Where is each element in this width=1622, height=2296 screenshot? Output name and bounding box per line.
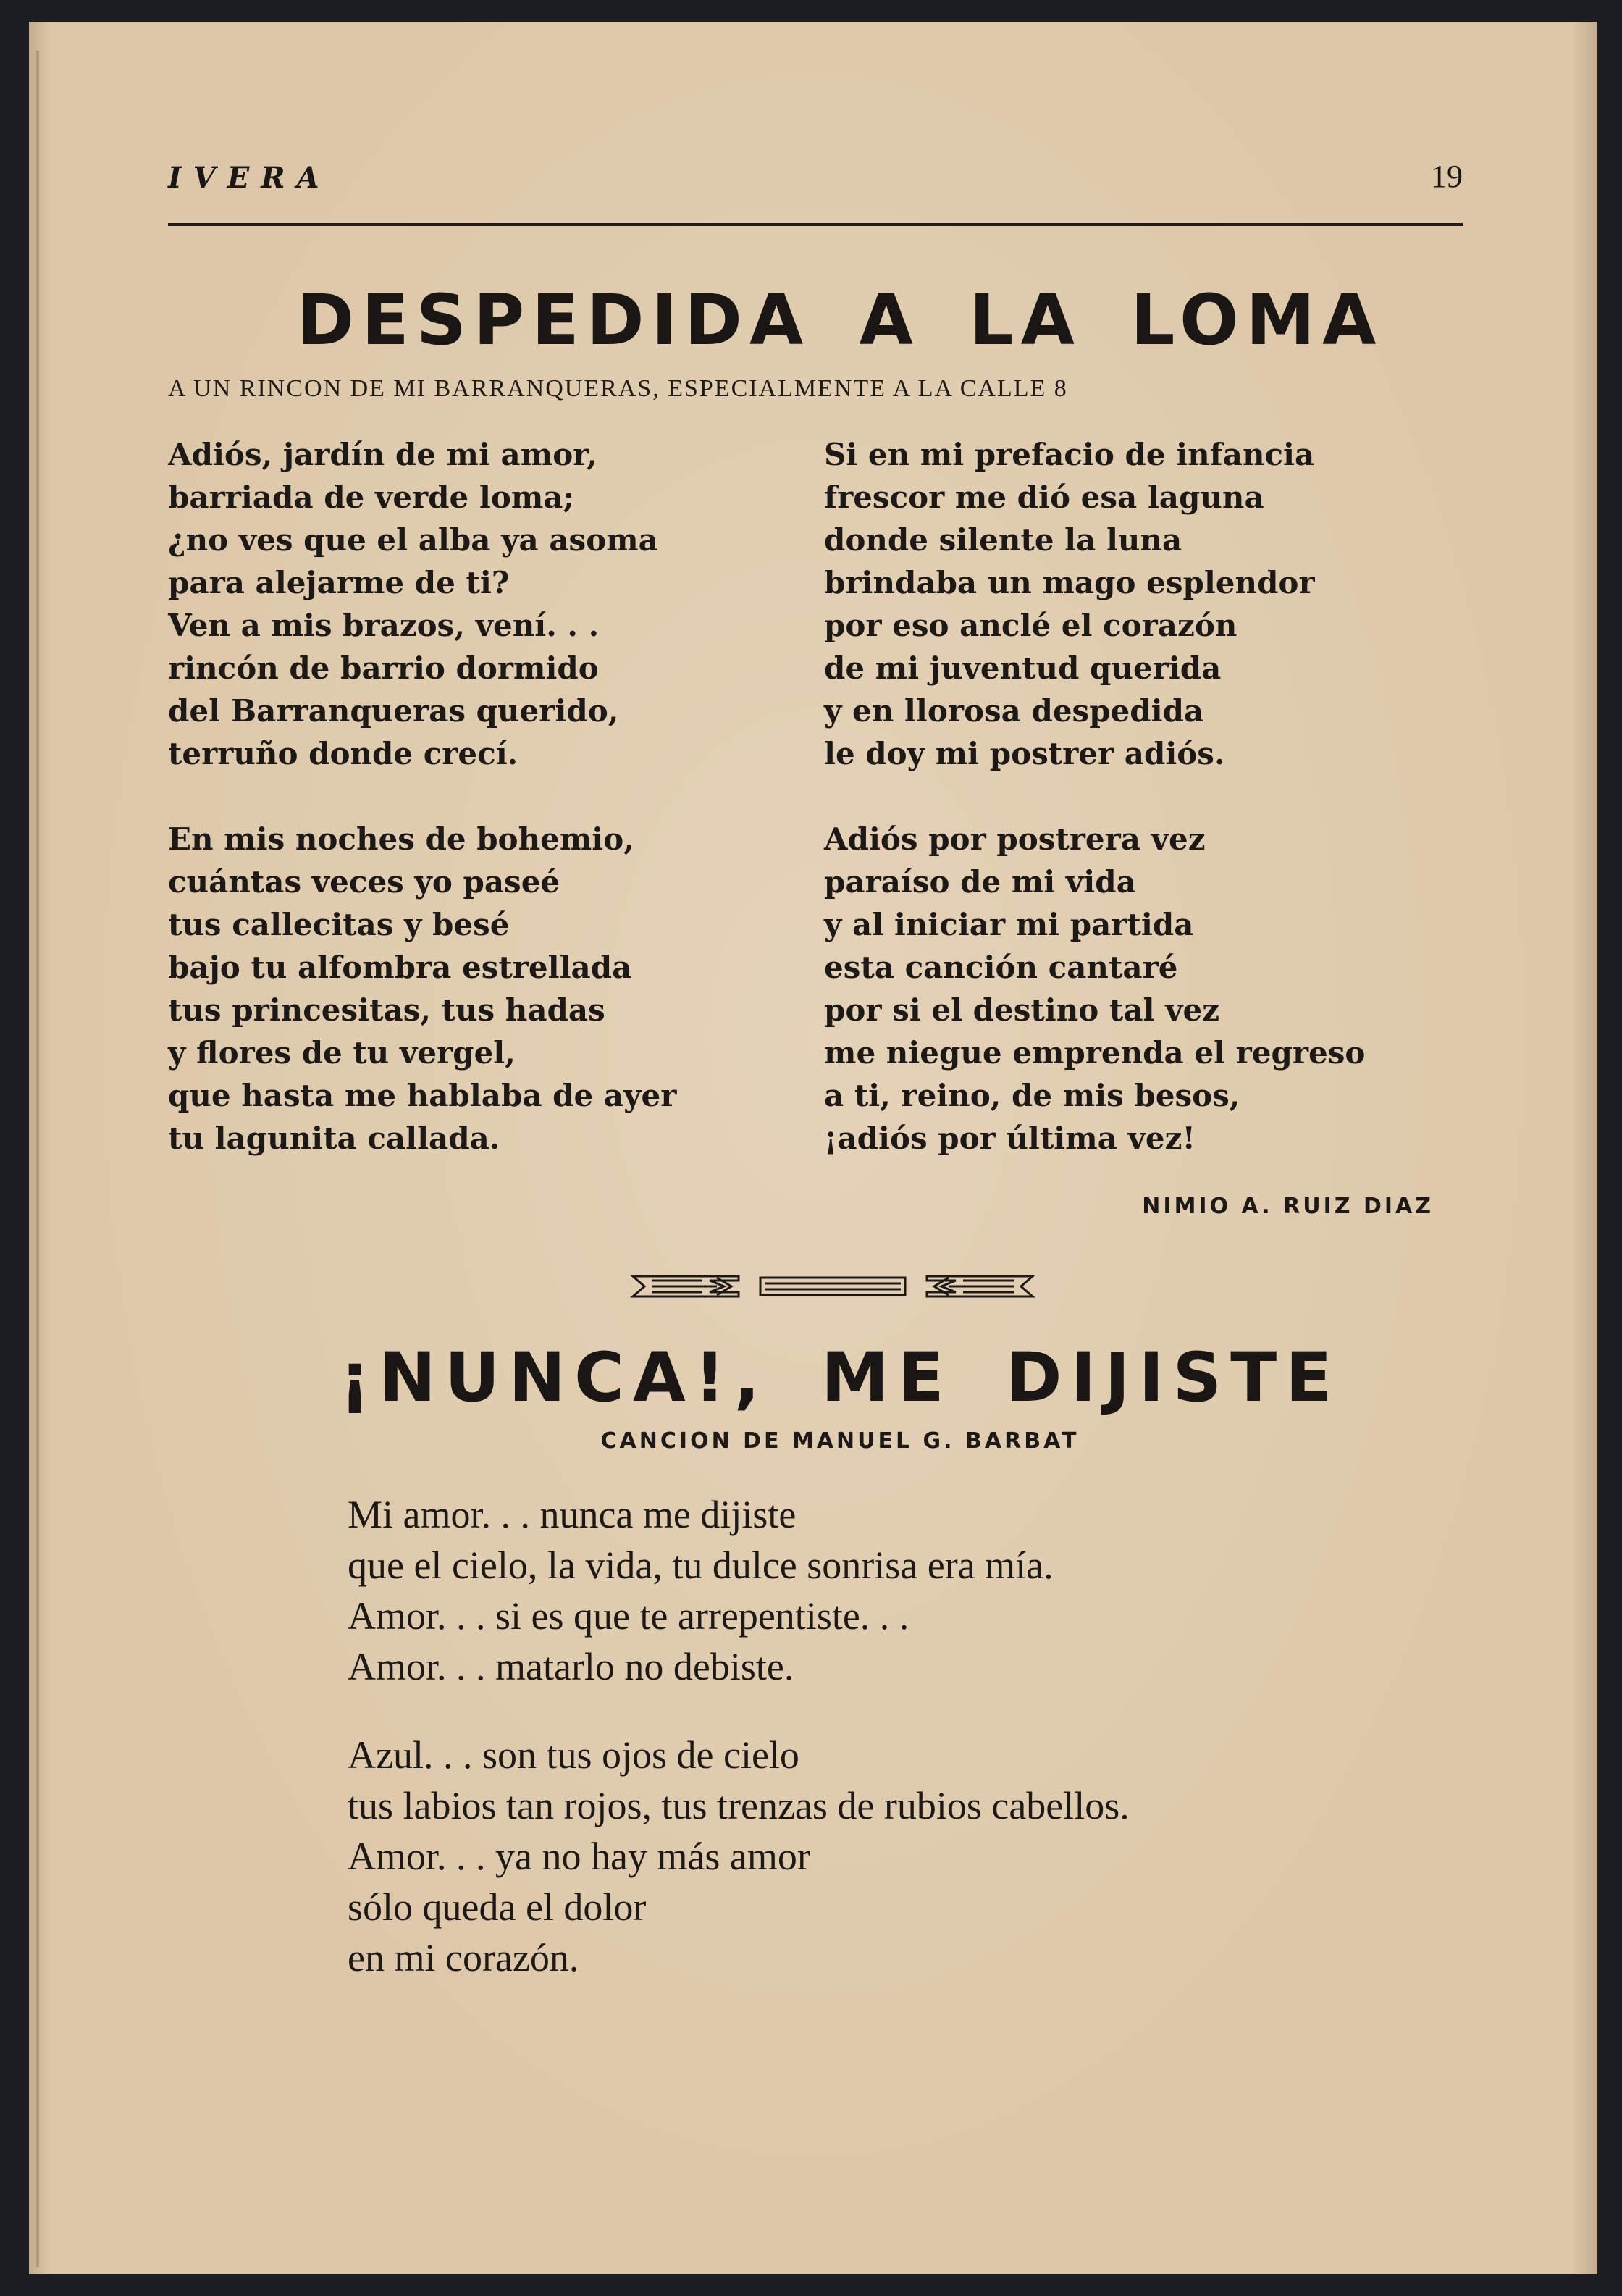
song-line: Azul. . . son tus ojos de cielo [348,1733,799,1777]
fish-divider-icon [630,1269,1035,1304]
magazine-name: IVERA [168,161,331,195]
song-line: Amor. . . si es que te arrepentiste. . . [348,1594,909,1638]
poem-line: y al iniciar mi partida [824,907,1194,942]
poem-line: tus callecitas y besé [168,907,510,942]
poem-line: terruño donde crecí. [168,736,518,771]
poem-author: NIMIO A. RUIZ DIAZ [1142,1194,1434,1219]
poem-line: En mis noches de bohemio, [168,821,634,857]
page-header [168,143,1463,196]
song-line: que el cielo, la vida, tu dulce sonrisa era mía. [348,1543,1054,1587]
poem-line: me niegue emprenda el regreso [824,1035,1366,1071]
poem-line: y en llorosa despedida [824,693,1204,729]
poem-line: brindaba un mago esplendor [824,565,1315,600]
poem-dedication: A UN RINCON DE MI BARRANQUERAS, ESPECIALMENTE A LA CALLE 8 [168,375,1068,402]
song-subtitle: CANCION DE MANUEL G. BARBAT [600,1428,1080,1454]
poem-line: cuántas veces yo paseé [168,864,560,900]
song-line: en mi corazón. [348,1936,579,1979]
song-line: tus labios tan rojos, tus trenzas de rubios cabellos. [348,1784,1130,1827]
song-stanza [348,1730,1477,1983]
poem-line: paraíso de mi vida [824,864,1136,900]
poem-stanza [824,433,1490,775]
poem-line: a ti, reino, de mis besos, [824,1078,1240,1113]
poem-line: Si en mi prefacio de infancia [824,437,1315,472]
song-title: ¡NUNCA!, ME DIJISTE [339,1338,1341,1417]
poem-line: tus princesitas, tus hadas [168,992,605,1028]
poem-line: Ven a mis brazos, vení. . . [168,608,600,643]
poem-right-column [824,433,1490,1202]
song-line: Mi amor. . . nunca me dijiste [348,1493,797,1536]
poem-line: por eso anclé el corazón [824,608,1237,643]
poem-line: Adiós, jardín de mi amor, [168,437,597,472]
poem-line: que hasta me hablaba de ayer [168,1078,677,1113]
poem-line: le doy mi postrer adiós. [824,736,1225,771]
poem-stanza [168,818,805,1160]
poem-line: esta canción cantaré [824,950,1178,985]
poem-line: bajo tu alfombra estrellada [168,950,632,985]
poem-line: y flores de tu vergel, [168,1035,516,1071]
poem-line: por si el destino tal vez [824,992,1220,1028]
poem-line: del Barranqueras querido, [168,693,619,729]
song-lyrics [348,1489,1477,2021]
magazine-page [29,22,1597,2274]
poem-left-column [168,433,805,1202]
poem-title: DESPEDIDA A LA LOMA [296,280,1384,361]
song-stanza [348,1489,1477,1692]
song-line: Amor. . . ya no hay más amor [348,1835,810,1878]
poem-line: Adiós por postrera vez [824,821,1206,857]
poem-line: rincón de barrio dormido [168,650,599,686]
poem-stanza [168,433,805,775]
song-line: Amor. . . matarlo no debiste. [348,1645,794,1688]
header-rule [168,223,1463,226]
poem-line: ¿no ves que el alba ya asoma [168,522,658,558]
poem-line: donde silente la luna [824,522,1182,558]
poem-line: frescor me dió esa laguna [824,479,1264,515]
poem-line: para alejarme de ti? [168,565,510,600]
poem-line: de mi juventud querida [824,650,1222,686]
poem-line: ¡adiós por última vez! [824,1120,1196,1156]
poem-stanza [824,818,1490,1160]
page-gutter-shadow [36,51,39,2267]
poem-line: tu lagunita callada. [168,1120,500,1156]
page-number: 19 [1431,159,1463,194]
poem-line: barriada de verde loma; [168,479,575,515]
song-line: sólo queda el dolor [348,1885,647,1929]
